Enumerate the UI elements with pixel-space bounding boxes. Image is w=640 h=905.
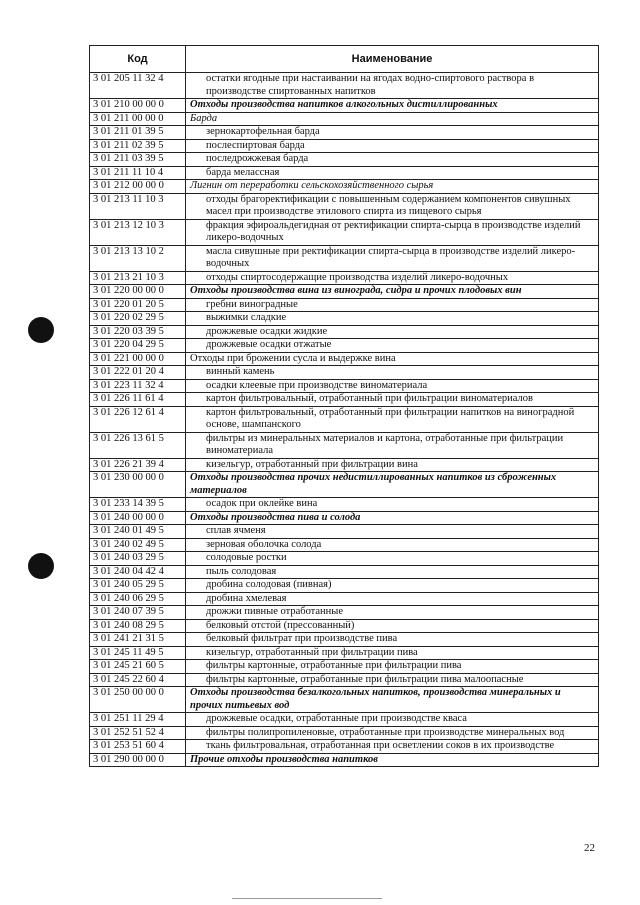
table-row [90, 726, 599, 740]
bottom-rule [232, 898, 382, 899]
waste-name: послеспиртовая барда [186, 139, 599, 153]
waste-name: Отходы производства пива и солода [186, 511, 599, 525]
table-row [90, 660, 599, 674]
waste-name: Отходы производства безалкогольных напитков, производства минеральных и прочих питьевых вод [186, 687, 599, 713]
waste-name: пыль солодовая [186, 565, 599, 579]
table-row [90, 633, 599, 647]
table-row [90, 753, 599, 767]
table-row [90, 298, 599, 312]
table-row [90, 606, 599, 620]
table-row [90, 285, 599, 299]
column-header-name: Наименование [186, 46, 599, 73]
table-row [90, 312, 599, 326]
table-row [90, 339, 599, 353]
waste-code: 3 01 230 00 00 0 [90, 472, 186, 498]
waste-code: 3 01 210 00 00 0 [90, 99, 186, 113]
waste-code: 3 01 213 12 10 3 [90, 219, 186, 245]
table-row [90, 271, 599, 285]
table-row [90, 458, 599, 472]
table-row [90, 525, 599, 539]
waste-name: винный камень [186, 366, 599, 380]
waste-code: 3 01 245 11 49 5 [90, 646, 186, 660]
table-row [90, 406, 599, 432]
waste-code: 3 01 222 01 20 4 [90, 366, 186, 380]
table-body [90, 73, 599, 767]
punch-hole-top [28, 317, 54, 343]
waste-name: дрожжи пивные отработанные [186, 606, 599, 620]
table-row [90, 646, 599, 660]
waste-code: 3 01 245 21 60 5 [90, 660, 186, 674]
waste-name: фильтры полипропиленовые, отработанные при производстве минеральных вод [186, 726, 599, 740]
table-row [90, 325, 599, 339]
table-row [90, 579, 599, 593]
waste-code: 3 01 226 12 61 4 [90, 406, 186, 432]
table-row [90, 99, 599, 113]
table-row [90, 245, 599, 271]
table-row [90, 511, 599, 525]
waste-code: 3 01 240 08 29 5 [90, 619, 186, 633]
table-row [90, 393, 599, 407]
waste-code: 3 01 240 01 49 5 [90, 525, 186, 539]
waste-name: выжимки сладкие [186, 312, 599, 326]
waste-code: 3 01 223 11 32 4 [90, 379, 186, 393]
waste-code: 3 01 240 06 29 5 [90, 592, 186, 606]
waste-name: кизельгур, отработанный при фильтрации вина [186, 458, 599, 472]
waste-name: отходы брагоректификации с повышенным содержанием компонентов сивушных масел при производстве этилового спирта из пищевого сырья [186, 193, 599, 219]
waste-code: 3 01 213 11 10 3 [90, 193, 186, 219]
waste-name: дрожжевые осадки отжатые [186, 339, 599, 353]
waste-code: 3 01 226 13 61 5 [90, 432, 186, 458]
table-row [90, 180, 599, 194]
waste-name: дрожжевые осадки жидкие [186, 325, 599, 339]
table-row [90, 166, 599, 180]
waste-name: дрожжевые осадки, отработанные при производстве кваса [186, 713, 599, 727]
table-row [90, 379, 599, 393]
waste-code: 3 01 220 03 39 5 [90, 325, 186, 339]
waste-code: 3 01 220 01 20 5 [90, 298, 186, 312]
table-row [90, 565, 599, 579]
waste-code: 3 01 211 03 39 5 [90, 153, 186, 167]
waste-name: белковый фильтрат при производстве пива [186, 633, 599, 647]
waste-code: 3 01 211 02 39 5 [90, 139, 186, 153]
table-row [90, 713, 599, 727]
waste-name: Отходы производства прочих недистиллированных напитков из сброженных материалов [186, 472, 599, 498]
waste-name: картон фильтровальный, отработанный при фильтрации виноматериалов [186, 393, 599, 407]
waste-name: фильтры из минеральных материалов и картона, отработанные при фильтрации виноматериала [186, 432, 599, 458]
waste-code: 3 01 250 00 00 0 [90, 687, 186, 713]
waste-name: фильтры картонные, отработанные при фильтрации пива [186, 660, 599, 674]
waste-code: 3 01 240 00 00 0 [90, 511, 186, 525]
table-row [90, 740, 599, 754]
waste-name: Отходы производства напитков алкогольных дистиллированных [186, 99, 599, 113]
waste-code: 3 01 240 02 49 5 [90, 538, 186, 552]
waste-name: остатки ягодные при настаивании на ягодах водно-спиртового раствора в производстве спиртованных напитков [186, 73, 599, 99]
table-row [90, 498, 599, 512]
table-row [90, 673, 599, 687]
waste-name: сплав ячменя [186, 525, 599, 539]
waste-name: масла сивушные при ректификации спирта-сырца в производстве изделий ликеро-водочных [186, 245, 599, 271]
waste-code: 3 01 240 05 29 5 [90, 579, 186, 593]
waste-code: 3 01 253 51 60 4 [90, 740, 186, 754]
waste-code: 3 01 212 00 00 0 [90, 180, 186, 194]
table-row [90, 552, 599, 566]
waste-code: 3 01 220 02 29 5 [90, 312, 186, 326]
waste-name: Прочие отходы производства напитков [186, 753, 599, 767]
waste-code: 3 01 290 00 00 0 [90, 753, 186, 767]
waste-name: кизельгур, отработанный при фильтрации пива [186, 646, 599, 660]
table-row [90, 538, 599, 552]
waste-code: 3 01 205 11 32 4 [90, 73, 186, 99]
waste-name: Барда [186, 112, 599, 126]
waste-name: последрожжевая барда [186, 153, 599, 167]
waste-name: картон фильтровальный, отработанный при фильтрации напитков на виноградной основе, шампанского [186, 406, 599, 432]
punch-hole-bottom [28, 553, 54, 579]
waste-name: зерновая оболочка солода [186, 538, 599, 552]
waste-code: 3 01 220 04 29 5 [90, 339, 186, 353]
waste-code: 3 01 233 14 39 5 [90, 498, 186, 512]
waste-code: 3 01 226 21 39 4 [90, 458, 186, 472]
table-row [90, 73, 599, 99]
waste-code: 3 01 211 11 10 4 [90, 166, 186, 180]
waste-name: Лигнин от переработки сельскохозяйственного сырья [186, 180, 599, 194]
waste-code: 3 01 252 51 52 4 [90, 726, 186, 740]
table-row [90, 432, 599, 458]
column-header-code: Код [90, 46, 186, 73]
waste-name: осадок при оклейке вина [186, 498, 599, 512]
table-row [90, 352, 599, 366]
table-row [90, 153, 599, 167]
table-row [90, 366, 599, 380]
waste-code: 3 01 226 11 61 4 [90, 393, 186, 407]
waste-name: барда мелассная [186, 166, 599, 180]
table-row [90, 112, 599, 126]
waste-code: 3 01 211 01 39 5 [90, 126, 186, 140]
waste-name: дробина хмелевая [186, 592, 599, 606]
waste-code: 3 01 240 04 42 4 [90, 565, 186, 579]
page-number: 22 [584, 842, 595, 854]
waste-name: ткань фильтровальная, отработанная при осветлении соков в их производстве [186, 740, 599, 754]
waste-name: зернокартофельная барда [186, 126, 599, 140]
waste-code: 3 01 220 00 00 0 [90, 285, 186, 299]
waste-name: отходы спиртосодержащие производства изделий ликеро-водочных [186, 271, 599, 285]
waste-name: солодовые ростки [186, 552, 599, 566]
waste-code: 3 01 251 11 29 4 [90, 713, 186, 727]
table-row [90, 219, 599, 245]
waste-code: 3 01 221 00 00 0 [90, 352, 186, 366]
table-row [90, 126, 599, 140]
waste-name: Отходы при брожении сусла и выдержке вина [186, 352, 599, 366]
waste-name: белковый отстой (прессованный) [186, 619, 599, 633]
waste-name: осадки клеевые при производстве виноматериала [186, 379, 599, 393]
waste-name: Отходы производства вина из винограда, сидра и прочих плодовых вин [186, 285, 599, 299]
waste-code: 3 01 213 13 10 2 [90, 245, 186, 271]
waste-code: 3 01 241 21 31 5 [90, 633, 186, 647]
table-row [90, 592, 599, 606]
waste-code-table [89, 45, 599, 767]
table-row [90, 687, 599, 713]
waste-code: 3 01 213 21 10 3 [90, 271, 186, 285]
waste-code: 3 01 211 00 00 0 [90, 112, 186, 126]
table-row [90, 193, 599, 219]
table-row [90, 619, 599, 633]
table-header-row [90, 46, 599, 73]
waste-name: фракция эфироальдегидная от ректификации спирта-сырца в производстве изделий ликеро-водочных [186, 219, 599, 245]
table-row [90, 139, 599, 153]
waste-code: 3 01 245 22 60 4 [90, 673, 186, 687]
waste-code: 3 01 240 03 29 5 [90, 552, 186, 566]
table-row [90, 472, 599, 498]
waste-name: фильтры картонные, отработанные при фильтрации пива малоопасные [186, 673, 599, 687]
waste-name: гребни виноградные [186, 298, 599, 312]
waste-code: 3 01 240 07 39 5 [90, 606, 186, 620]
waste-name: дробина солодовая (пивная) [186, 579, 599, 593]
